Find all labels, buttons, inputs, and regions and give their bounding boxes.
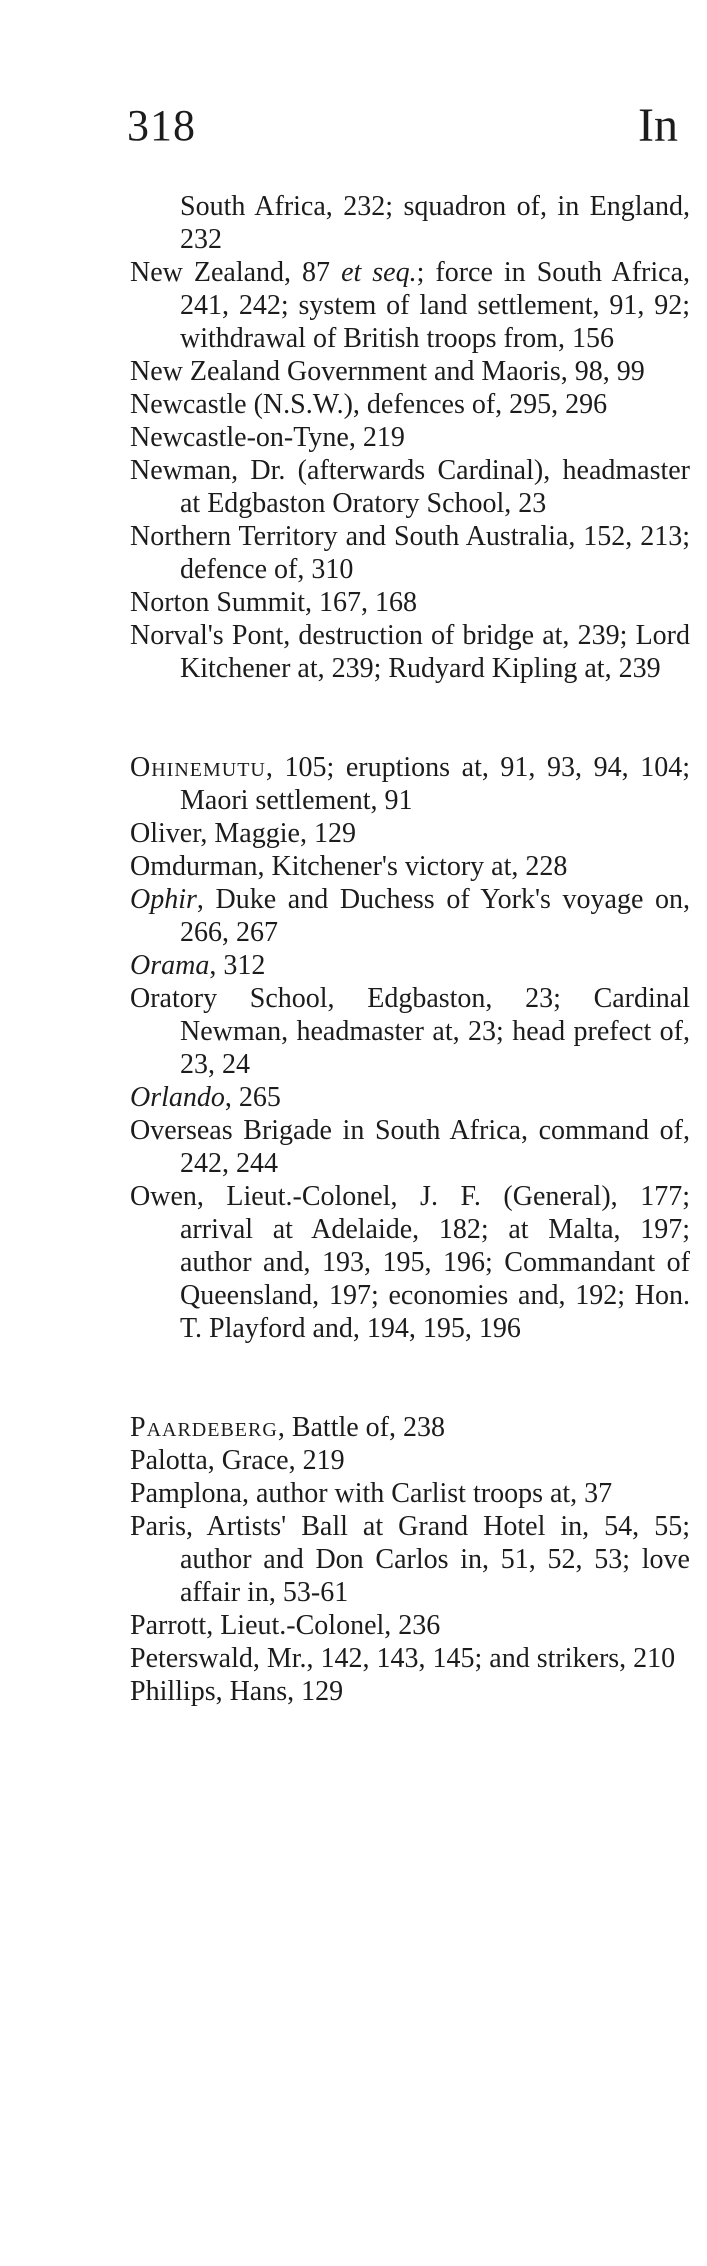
- index-entry: [130, 817, 690, 850]
- index-entry: [130, 949, 690, 982]
- entry-text: Newman, Dr. (afterwards Cardinal), headmaster at Edgbaston Oratory School, 23: [130, 455, 690, 519]
- entry-text: , 265: [224, 1082, 281, 1113]
- index-entry: [130, 520, 690, 586]
- entry-text: Overseas Brigade in South Africa, command of, 242, 244: [130, 1115, 690, 1179]
- entry-text: , 312: [209, 950, 266, 981]
- index-entry: [130, 619, 690, 685]
- index-entry: [130, 1411, 690, 1444]
- index-entry: [130, 850, 690, 883]
- entry-text: New Zealand Government and Maoris, 98, 99: [130, 356, 645, 387]
- entry-text: , 105; eruptions at, 91, 93, 94, 104; Maori settlement, 91: [180, 752, 690, 816]
- index-entry: [130, 355, 690, 388]
- index-entry: [130, 1609, 690, 1642]
- entry-text: Parrott, Lieut.-Colonel, 236: [130, 1610, 441, 1641]
- entry-headword: Paardeberg: [130, 1412, 278, 1443]
- index-entry: [130, 586, 690, 619]
- index-column: [130, 190, 690, 1708]
- index-entry: [130, 256, 690, 355]
- entry-text: Oratory School, Edgbaston, 23; Cardinal Newman, headmaster at, 23; head prefect of, 23, 24: [130, 983, 690, 1080]
- entry-text: New Zealand, 87 et seq.; force in South Africa, 241, 242; system of land settlement, 91, 92; withdrawal of British troops from, 156: [130, 257, 691, 354]
- letter-group: [130, 1411, 690, 1708]
- entry-text: , Duke and Duchess of York's voyage on, 266, 267: [180, 884, 690, 948]
- index-entry: [130, 883, 690, 949]
- entry-text: Owen, Lieut.-Colonel, J. F. (General), 177; arrival at Adelaide, 182; at Malta, 197; author and, 193, 195, 196; Commandant of Queensland, 197; economies and, 192; Hon. T. Playford and, 194, 195, 196: [130, 1181, 690, 1344]
- index-entry: [130, 388, 690, 421]
- entry-text: South Africa, 232; squadron of, in England, 232: [180, 191, 690, 255]
- entry-ship-name: Orlando: [130, 1082, 225, 1113]
- entry-text: Paris, Artists' Ball at Grand Hotel in, 54, 55; author and Don Carlos in, 51, 52, 53; love affair in, 53-61: [130, 1511, 690, 1608]
- index-entry: [130, 1114, 690, 1180]
- letter-group: [130, 751, 690, 1345]
- entry-text: Phillips, Hans, 129: [130, 1676, 344, 1707]
- letter-group-gap: [130, 685, 690, 751]
- entry-text: Omdurman, Kitchener's victory at, 228: [130, 851, 568, 882]
- entry-text: Northern Territory and South Australia, 152, 213; defence of, 310: [130, 521, 690, 585]
- entry-ship-name: Ophir: [130, 884, 197, 915]
- running-head: In: [638, 99, 678, 152]
- index-entry: [130, 982, 690, 1081]
- index-entry: [130, 454, 690, 520]
- index-entry: [130, 421, 690, 454]
- letter-group: [130, 190, 690, 685]
- entry-text: , Battle of, 238: [277, 1412, 446, 1443]
- entry-text: Newcastle (N.S.W.), defences of, 295, 296: [130, 389, 608, 420]
- index-entry: [130, 1444, 690, 1477]
- entry-text: Norton Summit, 167, 168: [130, 587, 418, 618]
- entry-text: Palotta, Grace, 219: [130, 1445, 345, 1476]
- index-entry: [130, 1081, 690, 1114]
- index-entry: [130, 1510, 690, 1609]
- page-number: 318: [127, 101, 196, 150]
- index-entry: [130, 1675, 690, 1708]
- index-entry: [130, 751, 690, 817]
- index-entry: [130, 190, 690, 256]
- letter-group-gap: [130, 1345, 690, 1411]
- index-entry: [130, 1642, 690, 1675]
- entry-text: Oliver, Maggie, 129: [130, 818, 356, 849]
- entry-ship-name: Orama: [130, 950, 210, 981]
- index-entry: [130, 1180, 690, 1345]
- entry-headword: Ohinemutu: [130, 752, 266, 783]
- entry-text: Pamplona, author with Carlist troops at, 37: [130, 1478, 613, 1509]
- entry-text: Newcastle-on-Tyne, 219: [130, 422, 405, 453]
- index-entry: [130, 1477, 690, 1510]
- entry-text: Peterswald, Mr., 142, 143, 145; and strikers, 210: [130, 1643, 676, 1674]
- entry-text: Norval's Pont, destruction of bridge at, 239; Lord Kitchener at, 239; Rudyard Kipling at, 239: [130, 620, 690, 684]
